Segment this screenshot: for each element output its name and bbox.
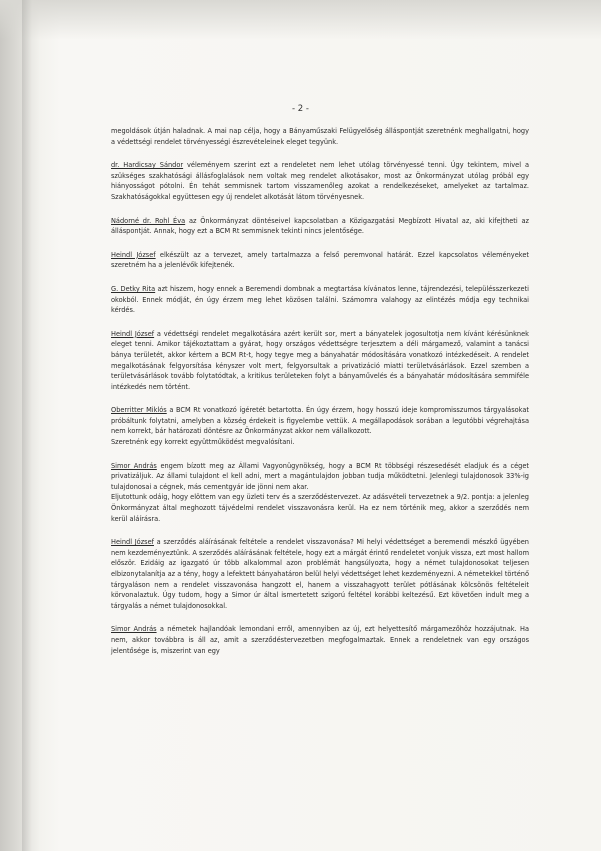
paragraph-text: azt hiszem, hogy ennek a Beremendi dombnak a megtartása kívánatos lenne, tájrendezési, településszerkezeti okokból. Ennek módját, én úgy érzem meg lehet közösen találni. Számomra valahogy az elintézés módja egy technikai kérdés. (111, 284, 529, 315)
paragraph-line (111, 250, 529, 271)
paragraph-line (111, 405, 529, 437)
speaker-name: Simor András (111, 461, 157, 470)
speaker-name: Heindl József (111, 329, 155, 338)
speaker-name: Heindl József (111, 250, 156, 259)
paragraph (111, 537, 529, 611)
paragraph-text: Eljutottunk odáig, hogy elöttem van egy üzleti terv és a szerződéstervezet. Az adásvételi tervezetnek a 9/2. pontja: a jelenleg Önkormányzat által meghozott tájvédelmi rendelet visszavonásra kerül. Ha ez nem történik meg, akkor a szerződés nem kerül aláírásra. (111, 493, 529, 523)
paragraph (111, 624, 529, 656)
paragraph-line (111, 461, 529, 493)
paragraph-line (111, 284, 529, 316)
paragraph-text: véleményem szerint ezt a rendeletet nem lehet utólag törvényessé tenni. Úgy tekintem, mivel a szükséges szakhatósági állásfoglalások nem voltak meg rendelet alkotásakor, most az Önkormányzat utólag próbál egy hiányosságot pótolni. Én tehát semmisnek tartom visszamenőleg azokat a rendelkezéseket, amelyeket az tartalmaz. Szakhatóságokkal együttesen egy új rendelet alkotását látom törvényesnek. (111, 161, 529, 201)
paragraph-line (111, 437, 529, 448)
paragraph-text: engem bízott meg az Állami Vagyonügynökség, hogy a BCM Rt többségi részesedését eladjuk és a céget privatizáljuk. Az állami tulajdont el kell adni, mert a magántulajdon jobban tudja működtetni. Jelenlegi tulajdonosok 33%-ig tulajdonosai a cégnek, más cementgyár ide jönni nem akar. (111, 461, 529, 491)
page-number: - 2 - (292, 104, 309, 114)
speaker-name: Oberritter Miklós (111, 406, 167, 415)
paragraph-text: az Önkormányzat döntéseivel kapcsolatban a Közigazgatási Megbízott Hivatal az, aki kifejtheti az álláspontját. Annak, hogy ezt a BCM Rt semmisnek tekinti nincs jelentősége. (111, 216, 529, 236)
paragraph (111, 284, 529, 316)
speaker-name: dr. Hardicsay Sándor (111, 161, 184, 170)
speaker-name: Nádorné dr. Rohl Éva (111, 216, 186, 225)
speaker-name: Heindl József (111, 538, 154, 547)
paragraph-text: a németek hajlandóak lemondani erről, amennyiben az új, ezt helyettesítő márgamezőhöz hozzájutnak. Ha nem, akkor továbbra is áll az, amit a szerződéstervezetben megfogalmaztak. Ennek a rendeletnek van egy országos jelentősége is, miszerint van egy (111, 625, 529, 655)
paragraph-line (111, 329, 529, 393)
paragraph (111, 216, 529, 237)
paragraph-text: Szeretnénk egy korrekt együttműködést megvalósítani. (111, 438, 295, 447)
paragraph-text: a szerződés aláírásának feltétele a rendelet visszavonása? Mi helyi védettséget a beremendi mészkő ügyében nem kezdeményeztünk. A szerződés aláírásának feltétele, hogy ezt a márgát érintő rendeletet vonjuk vissza, ezt most hallom először. Ezidáig az igazgató úr több alkalommal azon problémát hangsúlyozta, hogy a német tulajdonosokat teljesen elbizonytalanítja az a tény, hogy a lefektett bányahatáron belül helyi védettséget lehet kezdeményezni. A németekkel történő tárgyaláson nem a rendelet visszavonása hangzott el, hanem a visszahagyott terület pótlásának kölcsönös feltételeit körvonalaztuk. Úgy tudom, hogy a Simor úr által ismertetett szigorú feltétel korábbi keltezésű. Ezt követően indult meg a tárgyalás a német tulajdonosokkal. (111, 538, 529, 610)
paragraph (111, 405, 529, 447)
paragraph (111, 160, 529, 202)
paragraph (111, 461, 529, 525)
paragraph-line (111, 216, 529, 237)
page-fold (22, 0, 32, 851)
paragraph-line (111, 126, 529, 147)
paragraph-line (111, 160, 529, 202)
speaker-name: G. Detky Rita (111, 284, 156, 293)
paragraph-text: a BCM Rt vonatkozó ígéretét betartotta. Én úgy érzem, hogy hosszú ideje kompromisszumos tárgyalásokat próbáltunk folytatni, amelyben a község érdekeit is figyelembe vettük. A megállapodások sorában a legutóbbi végrehajtása nem korrekt, bár határozati döntésre az Önkormányzat akkor nem vállalkozott. (111, 406, 529, 436)
document-body (111, 126, 529, 669)
paragraph-line (111, 624, 529, 656)
scan-shadow (0, 0, 601, 40)
paragraph (111, 329, 529, 393)
speaker-name: Simor András (111, 625, 157, 634)
paragraph-text: a védettségi rendelet megalkotására azért került sor, mert a bányatelek jogosultotja nem kívánt kérésünknek eleget tenni. Amikor tájékoztattam a gyárat, hogy országos védettségre terjesztem a déli márgamező, valamint a tanácsi bánya területét, akkor kértem a BCM Rt-t, hogy tegye meg a bányahatár módosítására vonatkozó intézkedéseit. A rendelet megalkotásának felgyorsítása kényszer volt mert, felgyorsultak a privatizáció miatti területvásárlások. Ezzel szemben a területvásárlások tovább folytatódtak, a kritikus területeken folyt a bányaművelés és a bányahatár módosítására semmiféle intézkedés nem történt. (111, 329, 529, 391)
paragraph-text: megoldások útján haladnak. A mai nap célja, hogy a Bányaműszaki Felügyelőség álláspontját szeretnénk meghallgatni, hogy a védettségi rendelet törvényességi észrevételeinek eleget tegyünk. (111, 127, 529, 146)
paragraph (111, 250, 529, 271)
paragraph-line (111, 537, 529, 611)
paragraph-line (111, 492, 529, 524)
paragraph-text: elkészült az a tervezet, amely tartalmazza a felső peremvonal határát. Ezzel kapcsolatos véleményeket szeretném ha a jelenlévők kifejtenék. (111, 250, 529, 270)
paragraph (111, 126, 529, 147)
